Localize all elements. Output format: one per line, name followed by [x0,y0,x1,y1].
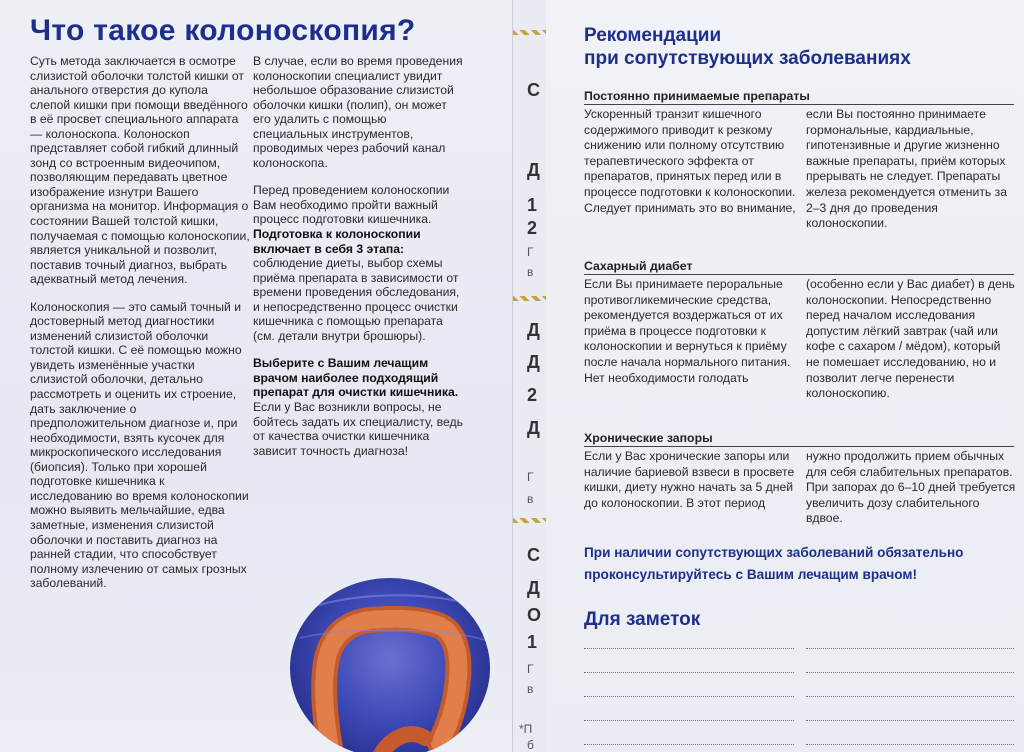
edge-text: б [527,738,534,752]
medications-text-right: если Вы постоянно принимаете гормональные, кардиальные, гипотензивные и другие жизненно важные препараты, приём которых прерывать не следует. Препараты железа рекомендуется отменить за 2–3 дня до проведения колоноскопии. [806,107,1008,231]
edge-text: 2 [527,218,538,238]
constipation-text-right: нужно продолжить прием обычных для себя слабительных препаратов. При запорах до 6–10 дней требуется увеличить дозу слабительного вдвое. [806,449,1016,526]
edge-text: Г [527,662,534,676]
left-column-1 [30,54,250,604]
note-line [584,648,794,649]
recommendations-title-line2: при сопутствующих заболеваниях [584,48,911,69]
diabetes-text-left: Если Вы принимаете пероральные противогликемические средства, рекомендуется воздержаться от их приёма в процессе подготовки к колоноскопии и вернуться к приёму после начала нормального питания. Нет необходимости голодать [584,277,791,385]
edge-text: Д [527,578,540,598]
edge-text: Д [527,160,540,180]
note-line [584,696,794,697]
edge-text: С [527,80,540,100]
edge-text: Д [527,352,540,372]
paragraph-choose-drug [253,356,463,458]
note-line [806,720,1014,721]
edge-text: в [527,492,534,506]
stripe-decoration [513,30,547,35]
paragraph-method-essence: Суть метода заключается в осмотре слизистой оболочки толстой кишки от анального отверстия до купола слепой кишки при помощи введённого в её просвет специального аппарата — колоноскопа. Колоноскоп представляет собой гибкий длинный зонд со встроенным видеочипом, позволяющим передавать цветное изображение изнутри Вашего организма на монитор. Информация о состоянии Вашей толстой кишки, получаемая с помощью колоноскопии, является уникальной и позволит, поставив точный диагноз, выбрать адекватный метод лечения. [30,54,250,287]
stripe-decoration [513,296,547,301]
recommendations-title-line1: Рекомендации [584,25,722,46]
section-heading-constipation: Хронические запоры [584,430,1014,447]
edge-text: Д [527,320,540,340]
recommendations-title [584,24,911,70]
preparation-stages-text: соблюдение диеты, выбор схемы приёма препарата в зависимости от времени проведения обследования, и непосредственно процесс очистки кишечника с помощью препарата (см. детали внутри брошюры). [253,256,460,343]
note-line [806,648,1014,649]
stripe-decoration [513,518,547,523]
choose-drug-text: Если у Вас возникли вопросы, не бойтесь задать их специалисту, ведь от качества очистки кишечника зависит точность диагноза! [253,400,463,458]
note-line [584,720,794,721]
edge-text: Г [527,470,534,484]
colon-illustration [290,578,490,752]
note-line [584,672,794,673]
edge-text: 1 [527,195,538,215]
diabetes-text-right: (особенно если у Вас диабет) в день колоноскопии. Непосредственно перед началом исследования допустим лёгкий завтрак (чай или кофе с сахаром / мёдом), который не помешает исследованию, но и позволит легче перенести колоноскопию. [806,277,1015,401]
medications-text-left: Ускоренный транзит кишечного содержимого приводит к резкому снижению или полному отсутствию терапевтического эффекта от препаратов, принятых перед или в процессе подготовки к колоноскопии. Следует принимать это во внимание, [584,107,796,215]
paragraph-preparation [253,183,463,343]
note-line [806,744,1014,745]
section-heading-medications: Постоянно принимаемые препараты [584,88,1014,105]
section-heading-diabetes: Сахарный диабет [584,258,1014,275]
paragraph-polyp-removal: В случае, если во время проведения колоноскопии специалист увидит небольшое образование слизистой оболочки кишки (полип), он может его удалить с помощью специальных инструментов, проводимых через рабочий канал колоноскопа. [253,54,463,170]
edge-text: 1 [527,632,538,652]
note-line [584,744,794,745]
folded-middle-page-edge [512,0,547,752]
note-line [806,696,1014,697]
page-title-colonoscopy: Что такое колоноскопия? [30,14,416,47]
edge-text: 2 [527,385,538,405]
edge-text: Г [527,245,534,259]
brochure-right-page [546,0,1024,752]
preparation-stages-heading: Подготовка к колоноскопии включает в себя 3 этапа: [253,227,421,256]
large-intestine-icon [290,578,490,752]
edge-text: Д [527,418,540,438]
left-column-2 [253,54,463,471]
edge-text: *П [519,722,533,736]
edge-text: в [527,265,534,279]
edge-text: С [527,545,540,565]
notes-title: Для заметок [584,609,701,630]
edge-text: в [527,682,534,696]
paragraph-diagnostic-accuracy: Колоноскопия — это самый точный и достоверный метод диагностики изменений слизистой оболочки толстой кишки. С её помощью можно увидеть изменённые участки слизистой оболочки, детально рассмотреть и оценить их строение, дать заключение о предположительном диагнозе и, при необходимости, взять кусочек для микроскопического исследования (биопсия). Только при хорошей подготовке кишечника к исследованию во время колоноскопии можно выявить мельчайшие, едва заметные, изменения слизистой оболочки и поставить диагноз на ранней стадии, что способствует полному излечению от самых грозных заболеваний. [30,299,249,591]
note-line [806,672,1014,673]
constipation-text-left: Если у Вас хронические запоры или наличие бариевой взвеси в просвете кишки, диету нужно начать за 5 дней до колоноскопии. В этот период [584,449,795,510]
preparation-intro: Перед проведением колоноскопии Вам необходимо пройти важный процесс подготовки кишечника. [253,183,450,227]
consult-doctor-notice: При наличии сопутствующих заболеваний обязательно проконсультируйтесь с Вашим лечащим врачом! [584,545,964,582]
choose-drug-bold: Выберите с Вашим лечащим врачом наиболее подходящий препарат для очистки кишечника. [253,356,459,400]
edge-text: О [527,605,542,625]
